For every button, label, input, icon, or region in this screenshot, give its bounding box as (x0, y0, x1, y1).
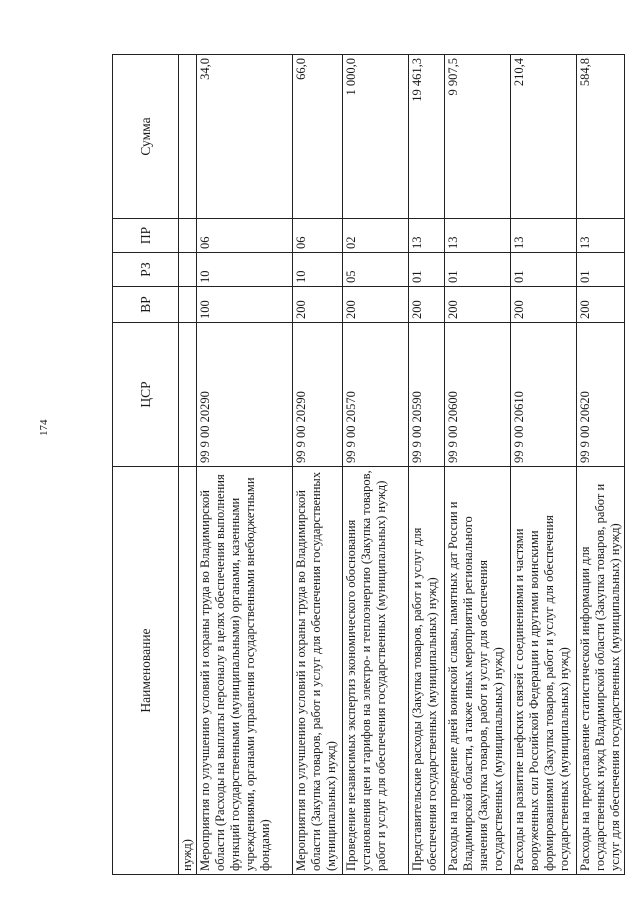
table-header-row (113, 55, 179, 875)
row-csr: 99 9 00 20290 (197, 323, 293, 467)
header-rz: РЗ (113, 253, 179, 287)
row-rz: 10 (293, 253, 343, 287)
row-sum: 19 461,3 (409, 55, 445, 219)
header-vr: ВР (113, 287, 179, 323)
row-pr: 06 (197, 219, 293, 253)
header-csr: ЦСР (113, 323, 179, 467)
row-name: Мероприятия по улучшению условий и охраны труда во Владимирской области (Расходы на выплаты персоналу в целях обеспечения выполнения функций государственными (муниципальными) органами, казенными учреждениями, органами управления государственными внебюджетными фондами) (197, 467, 293, 875)
row-name: Расходы на развитие шефских связей с соединениями и частями вооруженных сил Российской Федерации и другими воинскими формированиями (Закупка товаров, работ и услуг для обеспечения государственных (муниципальных) нужд) (511, 467, 577, 875)
row-pr: 02 (343, 219, 409, 253)
row-name: Представительские расходы (Закупка товаров, работ и услуг для обеспечения государственных (муниципальных) нужд) (409, 467, 445, 875)
row-vr: 200 (409, 287, 445, 323)
row-csr: 99 9 00 20600 (445, 323, 511, 467)
table-row (409, 55, 445, 875)
row-sum: 584,8 (577, 55, 625, 219)
row-csr: 99 9 00 20590 (409, 323, 445, 467)
table-row (577, 55, 625, 875)
row-rz: 01 (445, 253, 511, 287)
row-vr: 200 (343, 287, 409, 323)
continuation-row (179, 55, 197, 875)
header-sum: Сумма (113, 55, 179, 219)
row-vr: 200 (577, 287, 625, 323)
row-pr: 13 (445, 219, 511, 253)
page-number: 174 (38, 419, 50, 436)
row-name: Мероприятия по улучшению условий и охраны труда во Владимирской области (Закупка товаров, работ и услуг для обеспечения государственных (муниципальных) нужд) (293, 467, 343, 875)
table-row (511, 55, 577, 875)
row-rz: 01 (409, 253, 445, 287)
row-csr: 99 9 00 20290 (293, 323, 343, 467)
row-vr: 200 (445, 287, 511, 323)
row-sum: 66,0 (293, 55, 343, 219)
row-name: Проведение независимых экспертиз экономического обоснования установления цен и тарифов на электро- и теплоэнергию (Закупка товаров, работ и услуг для обеспечения государственных (муниципальных) нужд) (343, 467, 409, 875)
row-pr: 06 (293, 219, 343, 253)
row-csr: 99 9 00 20570 (343, 323, 409, 467)
row-rz: 10 (197, 253, 293, 287)
table-row (197, 55, 293, 875)
row-sum: 9 907,5 (445, 55, 511, 219)
row-csr: 99 9 00 20620 (577, 323, 625, 467)
row-vr: 200 (293, 287, 343, 323)
row-vr: 100 (197, 287, 293, 323)
table-row (343, 55, 409, 875)
row-vr: 200 (511, 287, 577, 323)
row-pr: 13 (577, 219, 625, 253)
row-pr: 13 (511, 219, 577, 253)
row-rz: 01 (511, 253, 577, 287)
row-name: Расходы на предоставление статистической информации для государственных нужд Владимирской области (Закупка товаров, работ и услуг для обеспечения государственных (муниципальных) нужд) (577, 467, 625, 875)
row-pr: 13 (409, 219, 445, 253)
continuation-text: нужд) (179, 467, 197, 875)
table-row (445, 55, 511, 875)
row-name: Расходы на проведение дней воинской славы, памятных дат России и Владимирской области, а также иных мероприятий регионального значения (Закупка товаров, работ и услуг для обеспечения государственных (муниципальных) нужд) (445, 467, 511, 875)
header-name: Наименование (113, 467, 179, 875)
header-pr: ПР (113, 219, 179, 253)
row-rz: 05 (343, 253, 409, 287)
budget-table (112, 54, 625, 875)
row-sum: 210,4 (511, 55, 577, 219)
row-rz: 01 (577, 253, 625, 287)
table-row (293, 55, 343, 875)
row-sum: 34,0 (197, 55, 293, 219)
row-sum: 1 000,0 (343, 55, 409, 219)
rotated-table-wrapper (112, 55, 622, 875)
row-csr: 99 9 00 20610 (511, 323, 577, 467)
